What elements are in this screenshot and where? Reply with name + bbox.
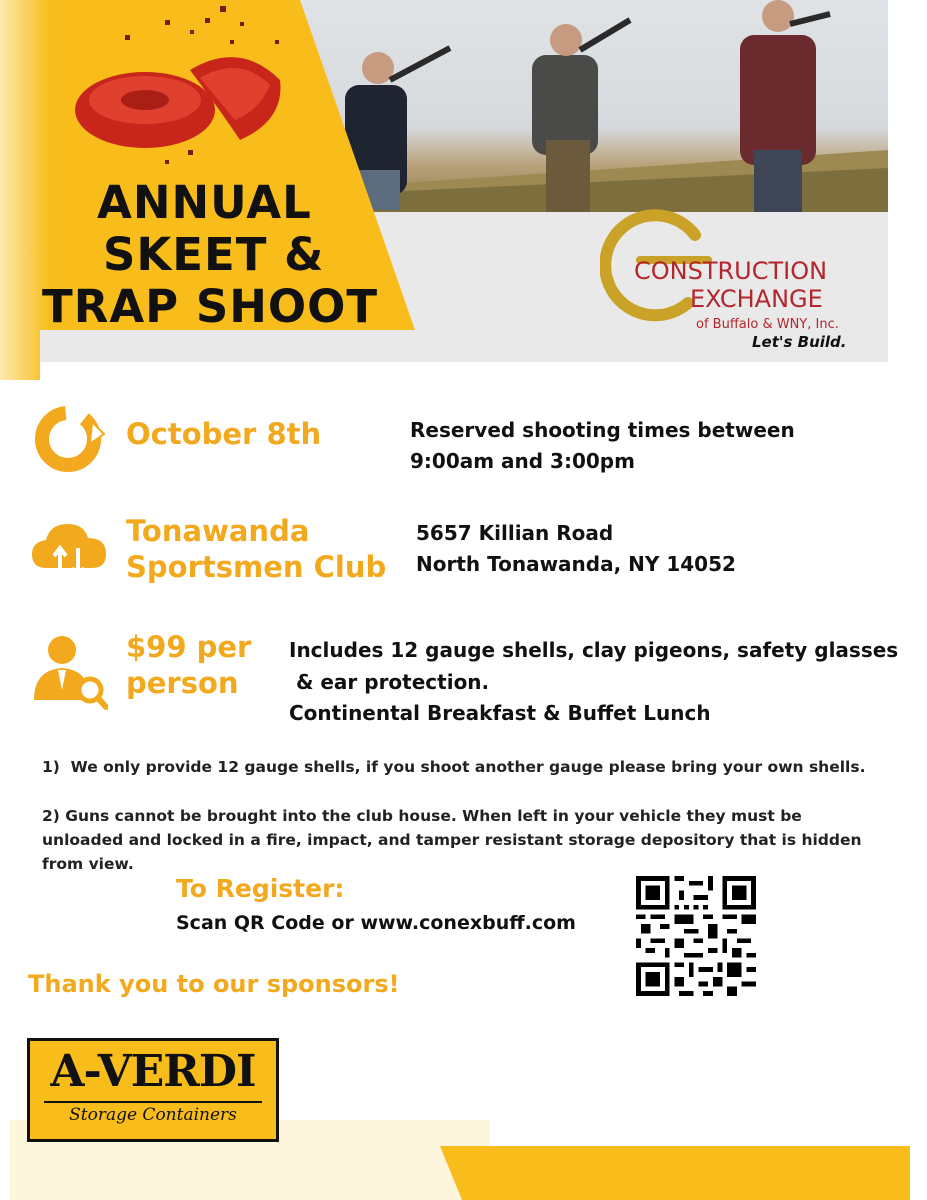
logo-line-1: CONSTRUCTION: [634, 257, 828, 285]
price-line-1: $99 per: [126, 630, 252, 664]
sponsor-subtitle: Storage Containers: [69, 1105, 237, 1125]
logo-line-2: EXCHANGE: [690, 285, 823, 313]
address-line-2: North Tonawanda, NY 14052: [416, 552, 736, 576]
shooting-times-line-2: 9:00am and 3:00pm: [410, 449, 635, 473]
venue-name-line-2: Sportsmen Club: [126, 550, 387, 584]
includes-line-2: & ear protection.: [289, 670, 490, 694]
note-2-line-2: unloaded and locked in a fire, impact, and tamper resistant storage depository that is hidden: [42, 831, 862, 849]
person-search-icon: [32, 630, 108, 710]
calendar-ring-icon: [32, 404, 106, 474]
header-banner: [0, 0, 927, 380]
title-line-2: SKEET &: [103, 228, 325, 281]
register-heading: To Register:: [176, 874, 345, 903]
sponsor-name: A-VERDI: [50, 1046, 256, 1097]
construction-exchange-logo: [600, 205, 860, 355]
title-line-1: ANNUAL: [97, 176, 312, 229]
price-line-2: person: [126, 666, 239, 700]
logo-tagline: Let's Build.: [752, 333, 847, 351]
venue-name-line-1: Tonawanda: [126, 514, 310, 548]
register-text[interactable]: Scan QR Code or www.conexbuff.com: [176, 912, 576, 934]
sponsor-logo-a-verdi[interactable]: [27, 1038, 279, 1142]
note-2-line-1: 2) Guns cannot be brought into the club house. When left in your vehicle they must be: [42, 807, 802, 825]
logo-line-3: of Buffalo & WNY, Inc.: [696, 317, 839, 332]
note-2-line-3: from view.: [42, 855, 134, 873]
note-1: 1) We only provide 12 gauge shells, if you shoot another gauge please bring your own shells.: [42, 758, 866, 776]
includes-line-1: Includes 12 gauge shells, clay pigeons, safety glasses: [289, 638, 899, 662]
sponsor-divider: [44, 1101, 262, 1103]
title-line-3: TRAP SHOOT: [42, 280, 379, 333]
event-date: October 8th: [126, 417, 322, 451]
cloud-transfer-icon: [30, 520, 110, 582]
includes-line-3: Continental Breakfast & Buffet Lunch: [289, 701, 711, 725]
shooting-times-line-1: Reserved shooting times between: [410, 418, 795, 442]
address-line-1: 5657 Killian Road: [416, 521, 614, 545]
qr-code[interactable]: [636, 876, 756, 996]
broken-clay-pigeon-icon: [70, 0, 300, 170]
sponsors-heading: Thank you to our sponsors!: [28, 970, 400, 998]
footer-band-yellow: [440, 1146, 910, 1200]
